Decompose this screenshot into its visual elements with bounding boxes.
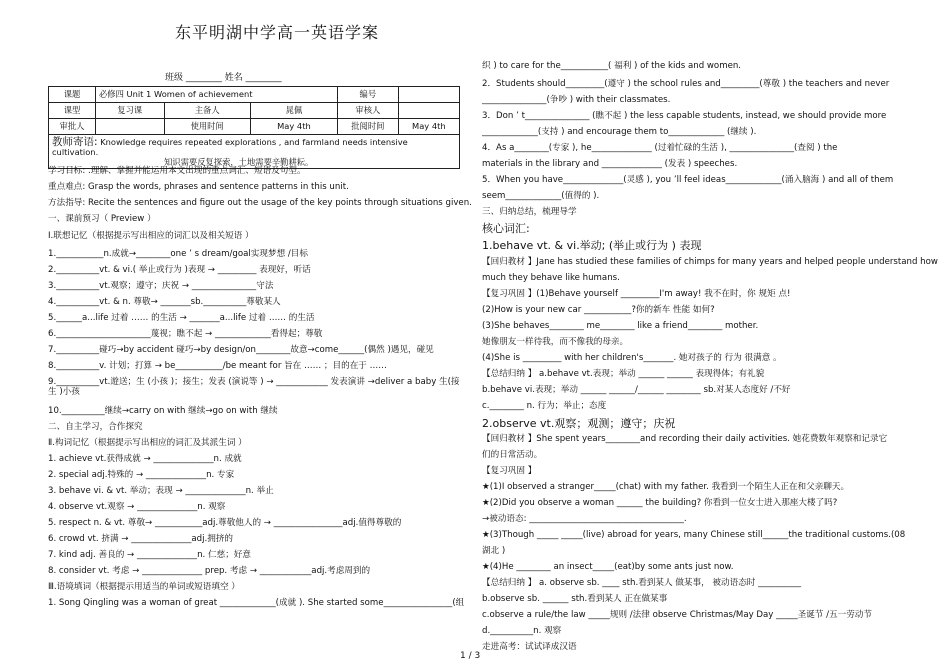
- topic-label: 课题: [49, 87, 96, 103]
- review-time-value: May 4th: [398, 119, 459, 135]
- left-line: 6. crowd vt. 挤满 → ______________adj.拥挤的: [48, 534, 234, 544]
- right-line: 3．Don ’ t_______________ (瞧不起 ) the less capable students, instead, we should provide more: [482, 111, 887, 121]
- right-line: 2．Students should_________(遵守 ) the school rules and_________(尊敬 ) the teachers and never: [482, 79, 890, 89]
- left-line: 1. Song Qingling was a woman of great _____________(成就 ). She started some________________(组: [48, 598, 465, 608]
- left-line: 4. observe vt.观察 → ______________n. 观察: [48, 502, 226, 512]
- right-line: 【总结归纳 】 a.behave vt.表现；举动 ______ ______ 表现得体；有礼貌: [482, 369, 765, 379]
- right-line: 【回归教材 】Jane has studied these families of chimps for many years and helped people understand how: [482, 257, 938, 267]
- left-line: 方法指导: Recite the sentences and figure out the usage of the key points through situations given.: [48, 198, 472, 208]
- left-line: Ⅲ.语境填词（根据提示用适当的单词或短语填空 ）: [48, 582, 240, 592]
- use-time-label: 使用时间: [164, 119, 250, 135]
- page-number: 1 / 3: [460, 651, 481, 661]
- right-heading: 2.observe vt.观察；观测；遵守；庆祝: [482, 417, 676, 430]
- left-line: 8. consider vt. 考虑 → ______________ prep. 考虑 → ____________adj.考虑周到的: [48, 566, 371, 576]
- left-line: 二、自主学习，合作探究: [48, 422, 143, 432]
- right-line: 织 ) to care for the___________( 福利 ) of the kids and women.: [482, 61, 742, 71]
- right-line: d.__________n. 观察: [482, 626, 562, 636]
- left-line: 3.__________vt.观察；遵守；庆祝 → _______________守法: [48, 281, 274, 291]
- type-value: 复习课: [96, 103, 165, 119]
- left-line: 5.______a...life 过着 …… 的生活 → _______a...life 过着 …… 的生活: [48, 313, 315, 323]
- right-heading: 核心词汇:: [482, 222, 530, 235]
- left-line: Ⅱ.构词记忆（根据提示写出相应的词汇及其派生词 ）: [48, 438, 247, 448]
- left-line: 10.__________继续→carry on with 继续→go on with 继续: [48, 406, 278, 416]
- left-line: 9.__________vt.遊送；生 (小孩 )；接生；发表 (演说等 ) → ____________ 发表演讲 →deliver a baby 生(接生 )小孩: [48, 377, 460, 397]
- right-line: seem_____________(值得的 ).: [482, 191, 600, 201]
- right-line: ★(4)He ________ an insect_____(eat)by some ants just now.: [482, 562, 734, 572]
- topic-value: 必修四 Unit 1 Women of achievement: [96, 87, 338, 103]
- right-line: 三、归纳总结，梳理导学: [482, 207, 577, 217]
- preparer-value: 晁佩: [250, 103, 337, 119]
- right-line: 4．As a________(专家 ), he______________ (过着忙碌的生活 ), _______________(查阅 ) the: [482, 143, 838, 153]
- type-label: 课型: [49, 103, 96, 119]
- right-line: (2)How is your new car ___________?你的新车 性能 如何?: [482, 305, 715, 315]
- left-line: 2. special adj.特殊的 → ______________n. 专家: [48, 470, 235, 480]
- header-table: [48, 86, 460, 169]
- number-label: 编号: [338, 87, 399, 103]
- page-title: 东平明湖中学高一英语学案: [175, 23, 380, 42]
- left-line: 3. behave vi. & vt. 举动；表现 → ______________n. 举止: [48, 486, 274, 496]
- approver-label: 审批人: [49, 119, 96, 135]
- right-line: c.________ n. 行为；举止；态度: [482, 401, 607, 411]
- teacher-message-label: 教师寄语:: [52, 136, 98, 148]
- teacher-message: [49, 135, 460, 169]
- left-line: 5. respect n. & vt. 尊敬→ ___________adj.尊敬他人的 → ________________adj.值得尊敬的: [48, 518, 402, 528]
- left-line: 4.__________vt. & n. 尊敬→ _______sb.__________尊敬某人: [48, 297, 281, 307]
- left-line: 7.__________碰巧→by accident 碰巧→by design/on________故意→come______(偶然 )遇见，碰见: [48, 345, 434, 355]
- right-line: ★(3)Though _____ _____(live) abroad for years, many Chinese still______the traditional customs.(08: [482, 530, 906, 540]
- right-line: ★(2)Did you observe a woman ______ the building? 你看到一位女士进入那座大楼了吗?: [482, 498, 838, 508]
- teacher-message-cn: 知识需要反复探索，土地需要辛勤耕耘。: [164, 156, 314, 167]
- class-name-line: 班级 ________ 姓名 ________: [165, 73, 282, 83]
- left-line: 1. achieve vt.获得成就 → ______________n. 成就: [48, 454, 242, 464]
- right-line: 【复习巩固 】: [482, 466, 537, 476]
- right-line: 她像朋友一样待我，而不像我的母亲。: [482, 337, 629, 347]
- right-line: 【总结归纳 】 a. observe sb. ____ sth.看到某人 做某事， 被动语态时 __________: [482, 578, 802, 588]
- left-line: 1.___________n.成就→________one ’ s dream/goal实现梦想 /目标: [48, 249, 308, 259]
- left-line: 2.__________vt. & vi.( 举止或行为 )表现 → _________ 表现好，听话: [48, 265, 311, 275]
- left-line: 重点难点: Grasp the words, phrases and sentence patterns in this unit.: [48, 182, 349, 192]
- right-line: 湖北 ): [482, 546, 506, 556]
- right-line: 【回归教材 】She spent years________and recording their daily activities. 她花费数年观察和记录它: [482, 434, 888, 444]
- use-time-value: May 4th: [250, 119, 337, 135]
- right-line: (3)She behaves________ me________ like a friend________ mother.: [482, 321, 759, 331]
- right-line: (4)She is _________ with her children's_______. 她对孩子的 行为 很满意 。: [482, 353, 782, 363]
- right-line: →被动语态: ____________________________________.: [482, 514, 687, 524]
- approver-value: [96, 119, 165, 135]
- right-line: 【复习巩固 】(1)Behave yourself _________I'm away! 我不在时，你 规矩 点!: [482, 289, 791, 299]
- left-line: Ⅰ.联想记忆（根据提示写出相应的词汇以及相关短语 ）: [48, 231, 254, 241]
- left-line: 学习目标: .理解、掌握并能运用本文出现的重点词汇、短语及句型。: [48, 166, 306, 176]
- right-line: 走进高考：试试译成汉语: [482, 642, 577, 652]
- right-line: b.observe sb. ______ sth.看到某人 正在做某事: [482, 594, 668, 604]
- right-line: much they behave like humans.: [482, 273, 620, 283]
- left-line: 6.______________________蔑视；瞧不起 → _____________看得起；尊敬: [48, 329, 323, 339]
- number-value: [398, 87, 459, 103]
- right-heading: 1.behave vt. & vi.举动; (举止或行为 ) 表现: [482, 239, 702, 252]
- right-line: b.behave vi.表现；举动 ______ ______/______ ________ sb.对某人态度好 /不好: [482, 385, 791, 395]
- right-line: ★(1)I observed a stranger_____(chat) with my father. 我看到一个陌生人正在和父亲聊天。: [482, 482, 850, 492]
- reviewer-value: [398, 103, 459, 119]
- preparer-label: 主备人: [164, 103, 250, 119]
- left-line: 8.__________v. 计划；打算 → be___________/be meant for 旨在 …… ；目的在于 ……: [48, 361, 387, 371]
- left-line: 7. kind adj. 善良的 → ______________n. 仁慈；好意: [48, 550, 251, 560]
- right-line: 们的日常活动。: [482, 450, 543, 460]
- right-line: 5．When you have______________(灵感 ), you ’ll feel ideas_____________(涌入脑海 ) and all of them: [482, 175, 894, 185]
- left-line: 一、课前预习（ Preview ）: [48, 214, 156, 224]
- reviewer-label: 审核人: [338, 103, 399, 119]
- teacher-message-en: Knowledge requires repeated explorations , and farmland needs intensive cultivation.: [52, 137, 408, 158]
- right-line: c.observe a rule/the law _____规则 /法律 observe Christmas/May Day _____圣诞节 /五一劳动节: [482, 610, 872, 620]
- right-line: materials in the library and ______________ (发表 ) speeches.: [482, 159, 738, 169]
- review-time-label: 批阅时间: [338, 119, 399, 135]
- right-line: _______________(争吵 ) with their classmates.: [482, 95, 671, 105]
- right-line: _____________(支持 ) and encourage them to_____________ (继续 ).: [482, 127, 757, 137]
